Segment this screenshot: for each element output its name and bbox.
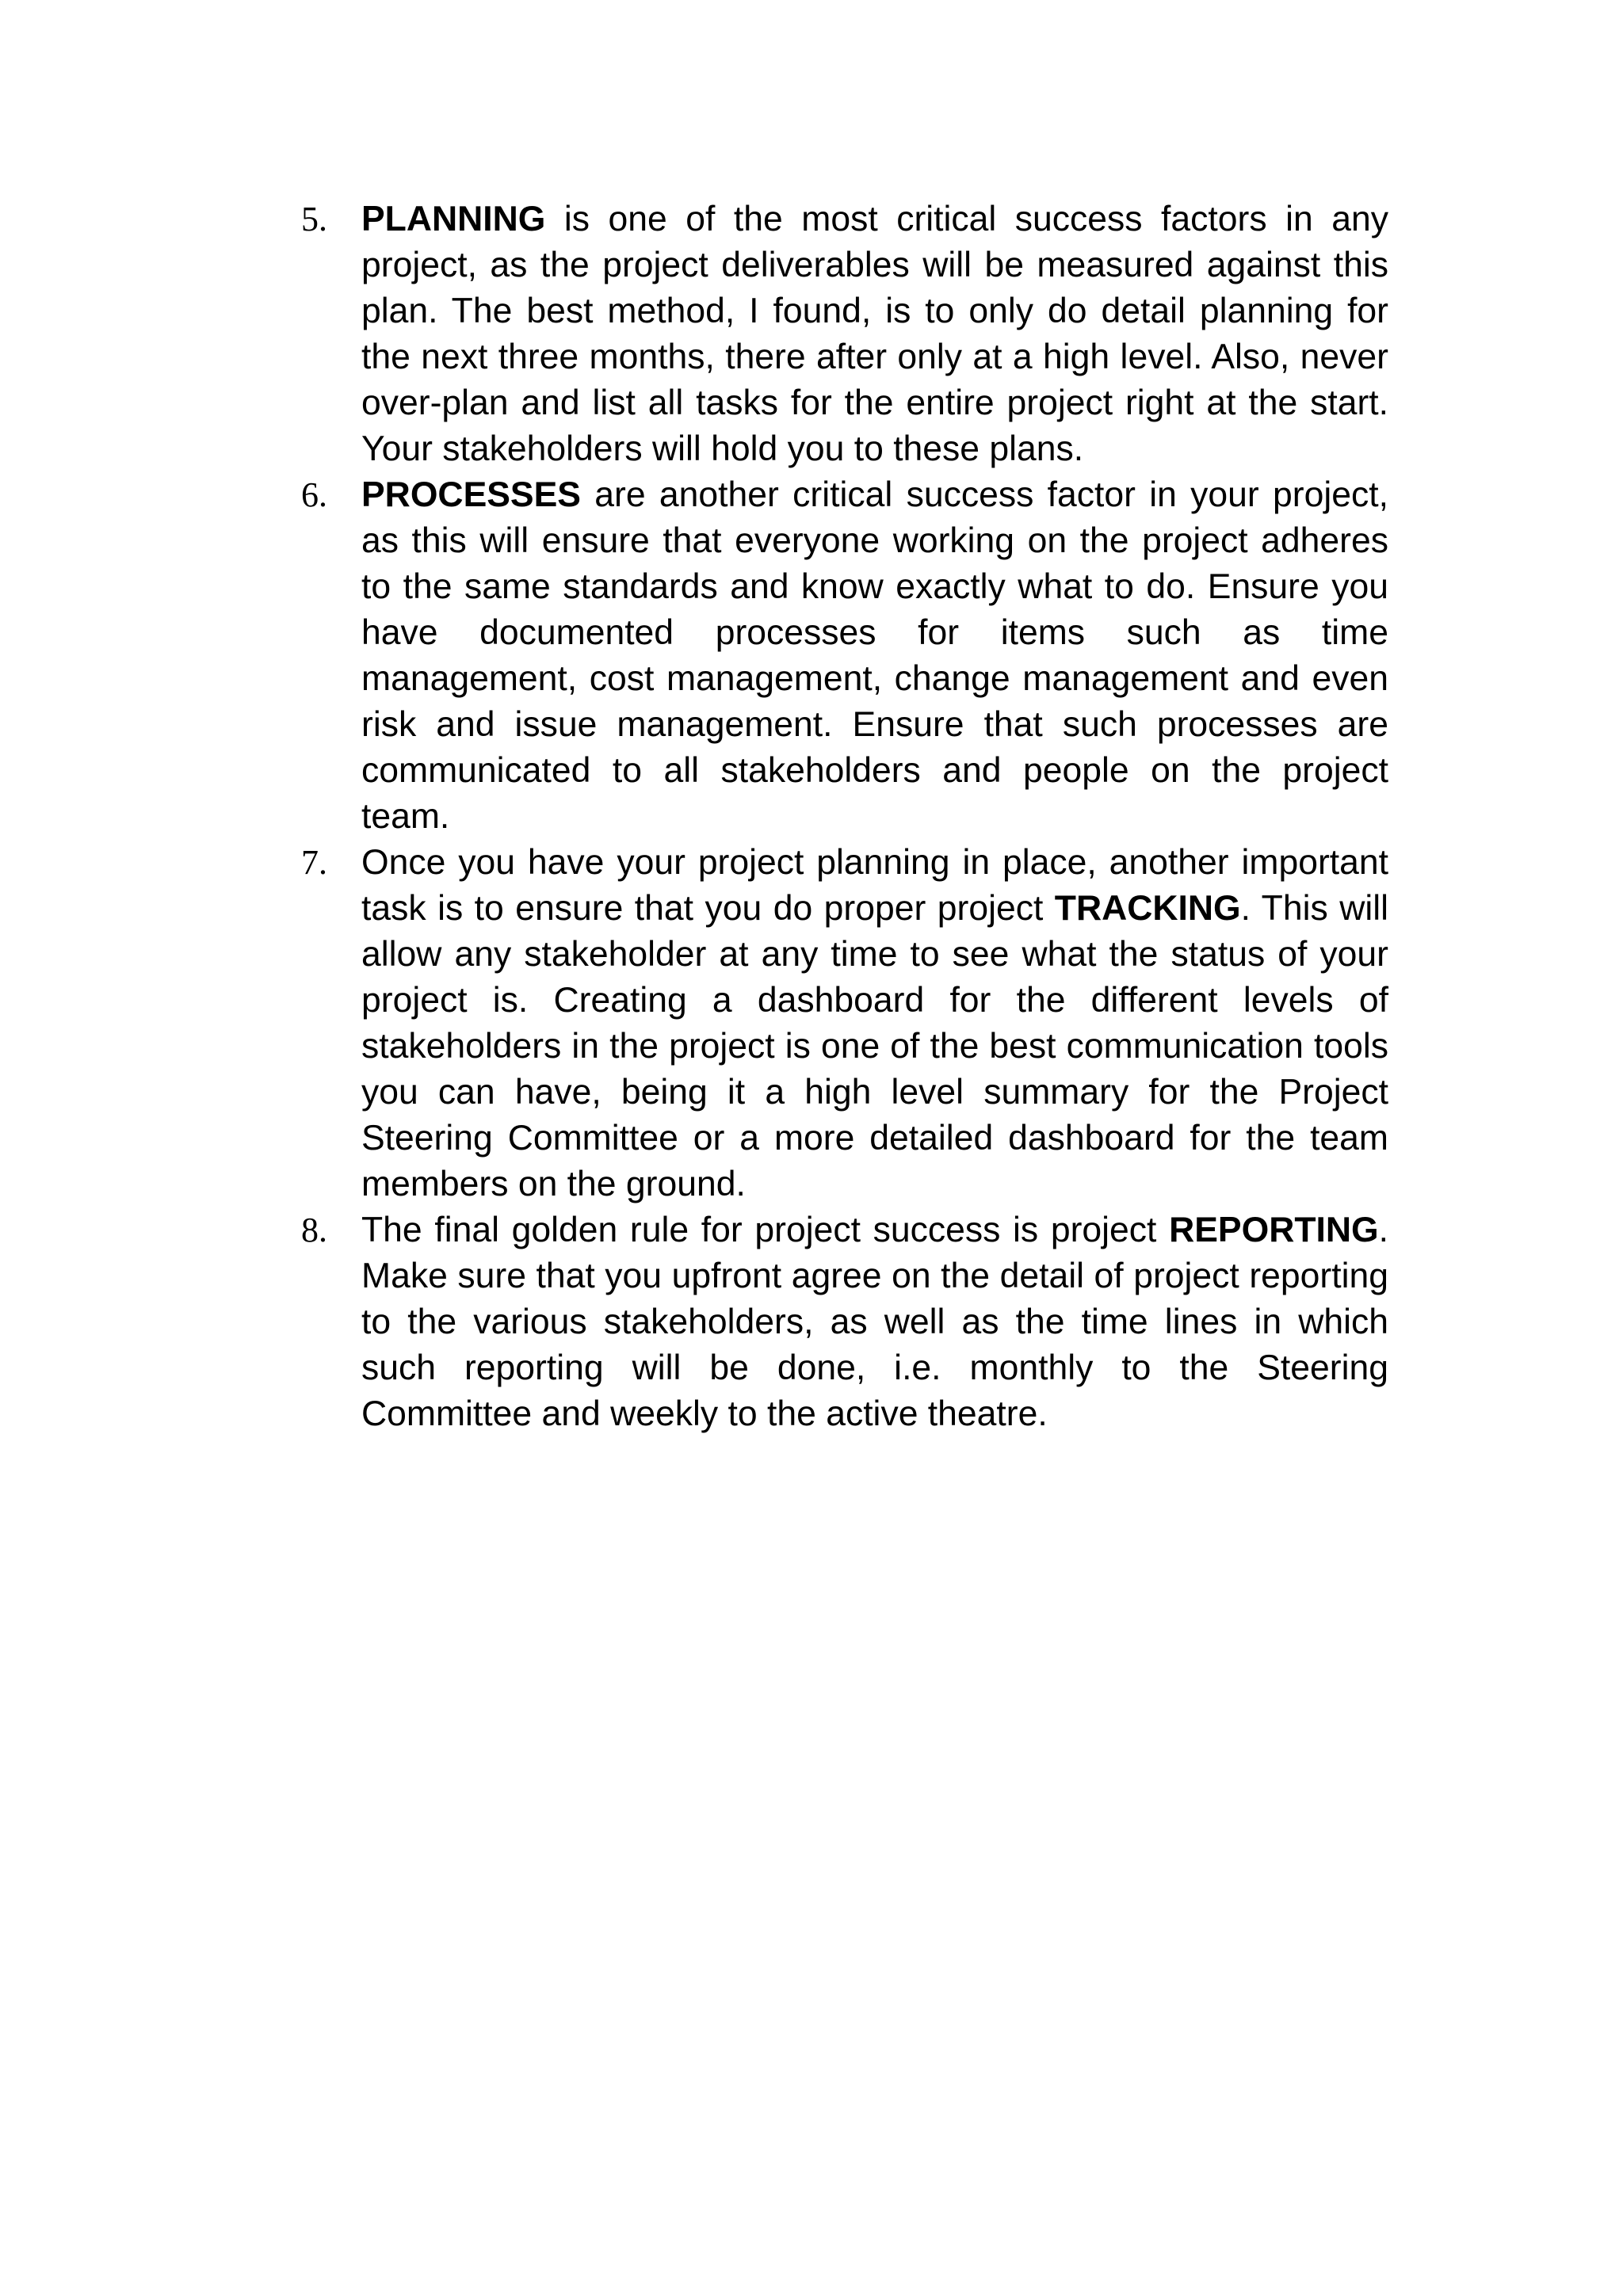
list-item-reporting xyxy=(301,1207,1388,1437)
item-text-post: . Make sure that you upfront agree on the detail of project reporting to the various stakeholders, as well as the time lines in which such reporting will be done, i.e. monthly to the Steering Committee and weekly to the active theatre. xyxy=(361,1211,1388,1433)
list-item-planning xyxy=(301,196,1388,472)
list-item-processes xyxy=(301,472,1388,840)
item-keyword: REPORTING xyxy=(1169,1211,1379,1249)
item-keyword: PROCESSES xyxy=(361,475,581,514)
item-text-pre: Once you have your project planning in place, another important task is to ensure that you do proper project xyxy=(361,843,1388,928)
list-item-number: 7. xyxy=(301,843,327,882)
item-text-post: . This will allow any stakeholder at any time to see what the status of your project is. Creating a dashboard for the different levels of stakeholders in the project is one of the best communication tools you can have, being it a high level summary for the Project Steering Committee or a more detailed dashboard for the team members on the ground. xyxy=(361,889,1388,1203)
item-text-post: are another critical success factor in your project, as this will ensure that everyone working on the project adheres to the same standards and know exactly what to do. Ensure you have documented processes for items such as time management, cost management, change management and even risk and issue management. Ensure that such processes are communicated to all stakeholders and people on the project team. xyxy=(361,475,1388,836)
item-text-post: is one of the most critical success factors in any project, as the project deliverables will be measured against this plan. The best method, I found, is to only do detail planning for the next three months, there after only at a high level. Also, never over-plan and list all tasks for the entire project right at the start. Your stakeholders will hold you to these plans. xyxy=(361,200,1388,468)
list-item-tracking xyxy=(301,840,1388,1207)
item-keyword: TRACKING xyxy=(1054,889,1241,928)
numbered-list xyxy=(301,196,1388,1437)
list-item-number: 8. xyxy=(301,1211,327,1249)
item-keyword: PLANNING xyxy=(361,200,546,238)
item-text-pre: The final golden rule for project success is project xyxy=(361,1211,1170,1249)
list-item-number: 6. xyxy=(301,475,327,514)
list-item-number: 5. xyxy=(301,200,327,238)
